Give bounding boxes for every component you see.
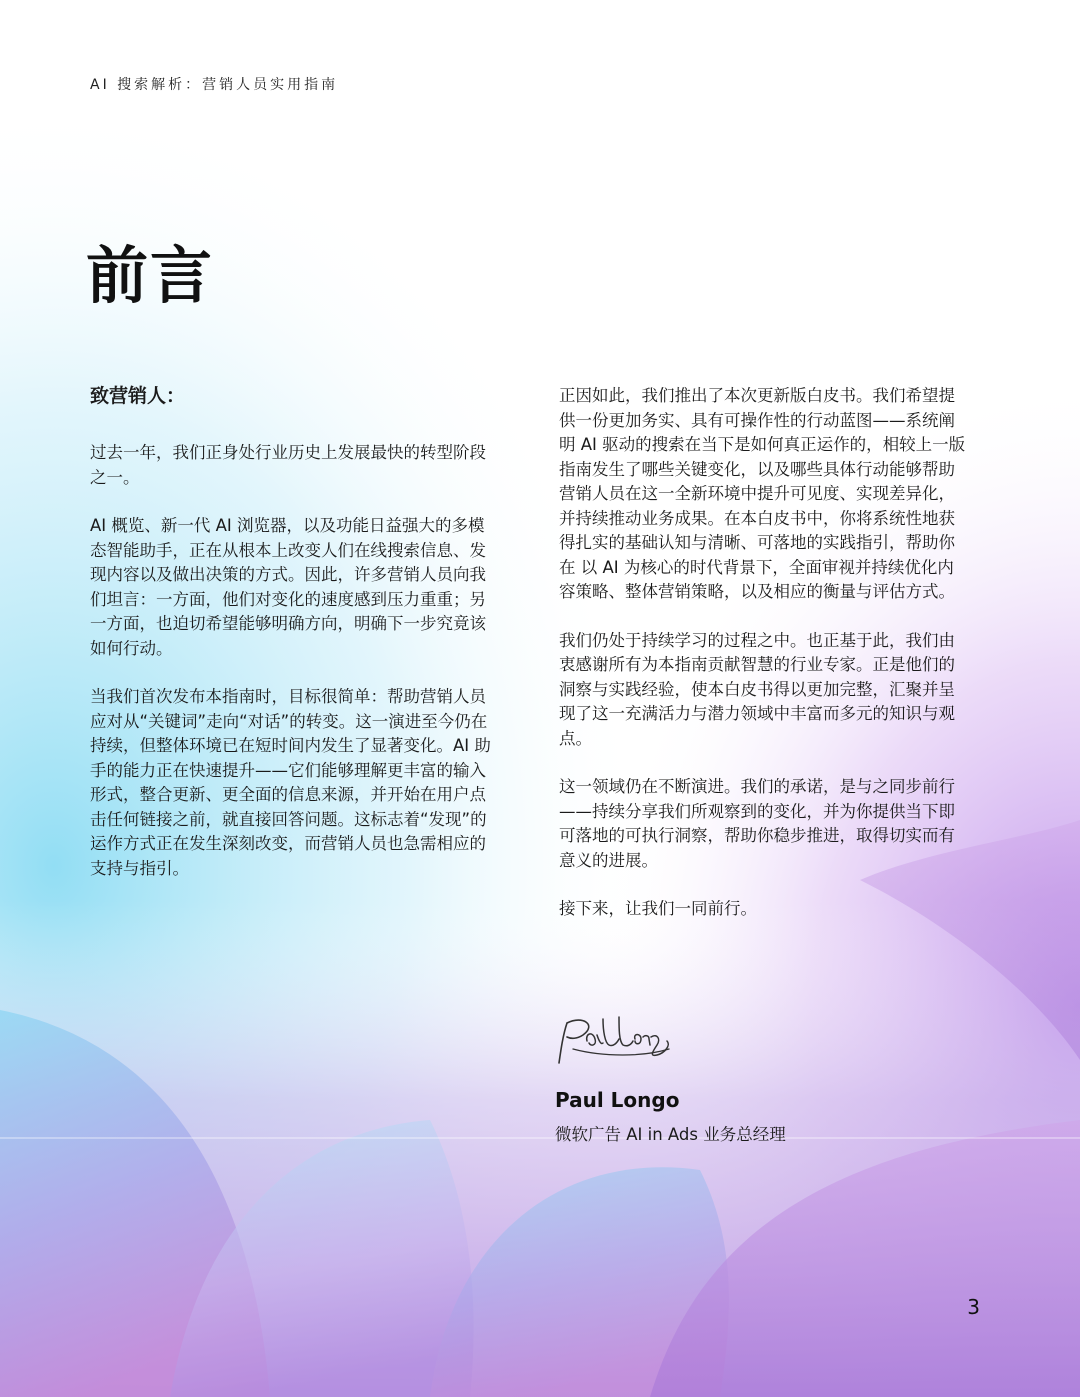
page-number: 3 [967,1295,980,1319]
paragraph: AI 概览、新一代 AI 浏览器，以及功能日益强大的多模态智能助手，正在从根本上改变人们在线搜索信息、发现内容以及做出决策的方式。因此，许多营销人员向我们坦言：一方面，他们对变化的速度感到压力重重；另一方面，也迫切希望能够明确方向，明确下一步究竟该如何行动。 [90,516,486,658]
paragraph: 当我们首次发布本指南时，目标很简单：帮助营销人员应对从“关键词”走向“对话”的转变。这一演进至今仍在持续，但整体环境已在短时间内发生了显著变化。AI 助手的能力正在快速提升——它们能够理解更丰富的输入形式，整合更新、更全面的信息来源，并开始在用户点击任何链接之前，就直接回答问题。这标志着“发现”的运作方式正在发生深刻改变，而营销人员也急需相应的支持与指引。 [90,687,491,878]
paragraph: 这一领域仍在不断演进。我们的承诺，是与之同步前行——持续分享我们所观察到的变化，并为你提供当下即可落地的可执行洞察，帮助你稳步推进，取得切实而有意义的进展。 [559,777,955,870]
handwritten-signature [553,1005,678,1077]
signature-title: 微软广告 AI in Ads 业务总经理 [555,1125,786,1144]
paragraph: 接下来，让我们一同前行。 [559,899,757,918]
left-column [90,384,500,905]
document-header: AI 搜索解析：营销人员实用指南 [90,77,339,93]
signature-name: Paul Longo [555,1088,680,1112]
right-column [559,384,969,946]
page-title: 前言 [86,239,215,312]
paragraph: 正因如此，我们推出了本次更新版白皮书。我们希望提供一份更加务实、具有可操作性的行动蓝图——系统阐明 AI 驱动的搜索在当下是如何真正运作的，相较上一版指南发生了哪些关键变化，以及哪些具体行动能够帮助营销人员在这一全新环境中提升可见度、实现差异化，并持续推动业务成果。在本白皮书中，你将系统性地获得扎实的基础认知与清晰、可落地的实践指引，帮助你在 以 AI 为核心的时代背景下，全面审视并持续优化内容策略、整体营销策略，以及相应的衡量与评估方式。 [559,386,966,601]
paragraph: 过去一年，我们正身处行业历史上发展最快的转型阶段之一。 [90,443,486,487]
paragraph: 我们仍处于持续学习的过程之中。也正基于此，我们由衷感谢所有为本指南贡献智慧的行业专家。正是他们的洞察与实践经验，使本白皮书得以更加完整，汇聚并呈现了这一充满活力与潜力领域中丰富而多元的知识与观点。 [559,630,955,748]
greeting: 致营销人： [90,385,186,407]
